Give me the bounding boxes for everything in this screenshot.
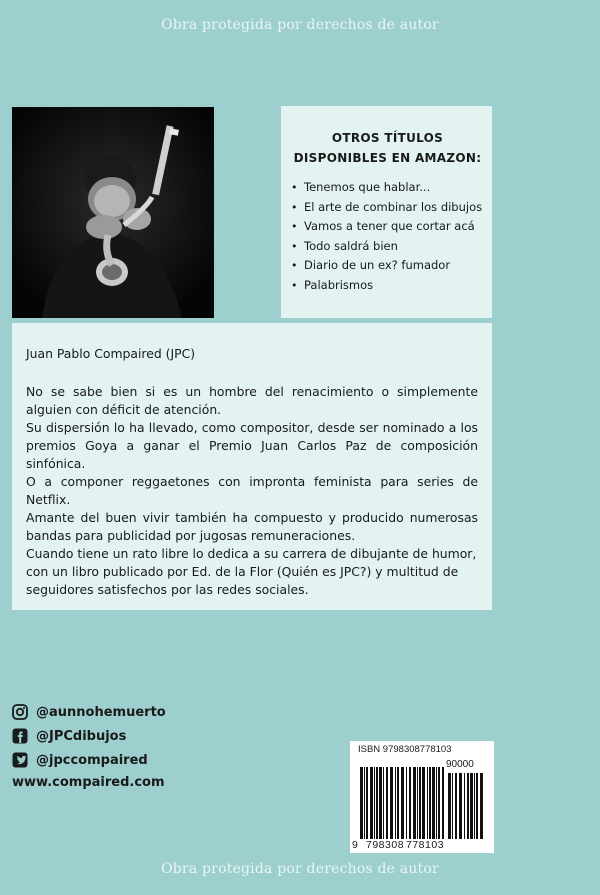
- barcode-digit-first: 9: [352, 839, 359, 851]
- other-titles-heading-line2: DISPONIBLES EN AMAZON:: [293, 151, 482, 165]
- bio-paragraph: Amante del buen vivir también ha compuesto y producido numerosas bandas para publicidad por jugosas remuneraciones.: [26, 510, 478, 543]
- other-titles-heading-line1: OTROS TÍTULOS: [331, 131, 444, 145]
- list-item: • Todo saldrá bien: [291, 237, 484, 257]
- isbn-label: ISBN 9798308778103: [358, 744, 452, 755]
- copyright-watermark-top: Obra protegida por derechos de autor: [161, 17, 439, 33]
- twitter-icon: [12, 752, 28, 768]
- list-item: • Diario de un ex? fumador: [291, 256, 484, 276]
- facebook-handle: @JPCdibujos: [36, 728, 127, 744]
- instagram-handle: @aunnohemuerto: [36, 704, 166, 720]
- copyright-watermark-bottom: Obra protegida por derechos de autor: [161, 861, 439, 877]
- social-links: [12, 700, 166, 794]
- isbn-barcode: [350, 741, 494, 853]
- barcode-digits-group2: 778103: [406, 839, 445, 851]
- bio-paragraph: O a componer reggaetones con impronta feminista para series de Netflix.: [26, 474, 478, 507]
- instagram-link[interactable]: [12, 700, 166, 724]
- facebook-link[interactable]: [12, 724, 166, 748]
- list-item: • Palabrismos: [291, 276, 484, 296]
- list-item: • Tenemos que hablar...: [291, 178, 484, 198]
- author-name: Juan Pablo Compaired (JPC): [26, 346, 196, 361]
- twitter-link[interactable]: [12, 748, 166, 772]
- author-bio-panel: [12, 323, 492, 610]
- list-item: • Vamos a tener que cortar acá: [291, 217, 484, 237]
- barcode-digits-group1: 798308: [366, 839, 405, 851]
- author-photo: [12, 107, 214, 318]
- list-item: • El arte de combinar los dibujos: [291, 198, 484, 218]
- facebook-icon: [12, 728, 28, 744]
- musician-with-clarinet-photo: [12, 107, 214, 318]
- bio-paragraph: Su dispersión lo ha llevado, como compositor, desde ser nominado a los premios Goya a ganar el Premio Juan Carlos Paz de composición sinfónica.: [26, 420, 478, 471]
- other-titles-heading: [291, 128, 484, 168]
- instagram-icon: [12, 704, 28, 720]
- bio-paragraph: Cuando tiene un rato libre lo dedica a su carrera de dibujante de humor, con un libro publicado por Ed. de la Flor (Quién es JPC?) y multitud de seguidores satisfechos por las redes sociales.: [26, 546, 477, 597]
- other-titles-panel: [281, 106, 492, 318]
- price-code: 90000: [446, 759, 474, 770]
- other-titles-list: [291, 178, 484, 296]
- twitter-handle: @jpccompaired: [36, 752, 148, 768]
- bio-paragraph: No se sabe bien si es un hombre del renacimiento o simplemente alguien con déficit de atención.: [26, 384, 478, 417]
- website-link[interactable]: www.compaired.com: [12, 775, 165, 790]
